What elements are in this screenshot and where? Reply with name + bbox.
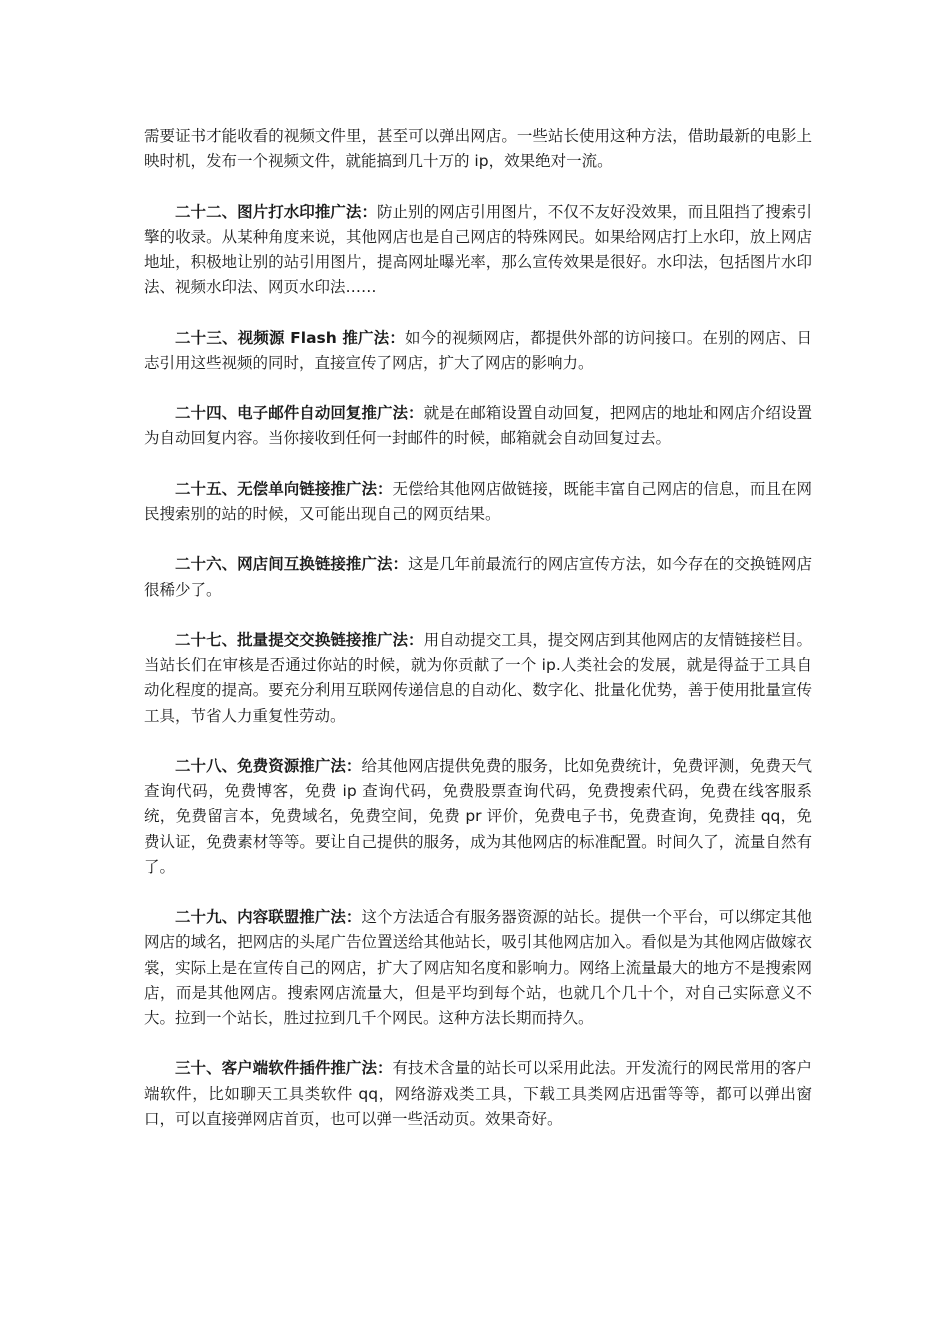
document-page bbox=[144, 124, 812, 1157]
paragraph-text: 这个方法适合有服务器资源的站长。提供一个平台，可以绑定其他网店的域名，把网店的头尾广告位置送给其他站长，吸引其他网店加入。看似是为其他网店做嫁衣裳，实际上是在宣传自己的网店，扩大了网店知名度和影响力。网络上流量最大的地方不是搜索网店，而是其他网店。搜索网店流量大，但是平均到每个站，也就几个几十个，对自己实际意义不大。拉到一个站长，胜过拉到几千个网民。这种方法长期而持久。 bbox=[144, 908, 812, 1027]
paragraph-method-28 bbox=[144, 754, 812, 880]
paragraph-text: 无偿给其他网店做链接，既能丰富自己网店的信息，而且在网民搜索别的站的时候，又可能出现自己的网页结果。 bbox=[144, 479, 812, 523]
paragraph-text: 防止别的网店引用图片，不仅不友好没效果，而且阻挡了搜索引擎的收录。从某种角度来说，其他网店也是自己网店的特殊网民。如果给网店打上水印，放上网店地址，积极地让别的站引用图片，提高网址曝光率，那么宣传效果是很好。水印法，包括图片水印法、视频水印法、网页水印法…… bbox=[144, 202, 812, 297]
paragraph-method-25 bbox=[144, 477, 812, 527]
paragraph-heading: 二十二、图片打水印推广法： bbox=[175, 202, 377, 221]
paragraph-method-23 bbox=[144, 326, 812, 376]
paragraph-text: 需要证书才能收看的视频文件里，甚至可以弹出网店。一些站长使用这种方法，借助最新的电影上映时机，发布一个视频文件，就能搞到几十万的 ip，效果绝对一流。 bbox=[144, 127, 812, 171]
paragraph-method-26 bbox=[144, 552, 812, 602]
paragraph-heading: 三十、客户端软件插件推广法： bbox=[175, 1059, 393, 1078]
paragraph-text: 有技术含量的站长可以采用此法。开发流行的网民常用的客户端软件，比如聊天工具类软件 qq，网络游戏类工具，下载工具类网店迅雷等等，都可以弹出窗口，可以直接弹网店首页，也可以弹一些活动页。效果奇好。 bbox=[144, 1059, 812, 1128]
paragraph-heading: 二十三、视频源 Flash 推广法： bbox=[175, 328, 405, 347]
paragraph-text: 用自动提交工具，提交网店到其他网店的友情链接栏目。当站长们在审核是否通过你站的时候，就为你贡献了一个 ip.人类社会的发展，就是得益于工具自动化程度的提高。要充分利用互联网传递信息的自动化、数字化、批量化优势，善于使用批量宣传工具，节省人力重复性劳动。 bbox=[144, 630, 812, 725]
paragraph-method-22 bbox=[144, 200, 812, 301]
paragraph-text: 这是几年前最流行的网店宣传方法，如今存在的交换链网店很稀少了。 bbox=[144, 555, 812, 599]
paragraph-heading: 二十六、网店间互换链接推广法： bbox=[175, 555, 409, 574]
paragraph-method-27 bbox=[144, 628, 812, 729]
paragraph-text: 如今的视频网店，都提供外部的访问接口。在别的网店、日志引用这些视频的同时，直接宣传了网店，扩大了网店的影响力。 bbox=[144, 328, 812, 372]
paragraph-text: 就是在邮箱设置自动回复，把网店的地址和网店介绍设置为自动回复内容。当你接收到任何一封邮件的时候，邮箱就会自动回复过去。 bbox=[144, 404, 812, 448]
paragraph-method-30 bbox=[144, 1056, 812, 1132]
paragraph-heading: 二十四、电子邮件自动回复推广法： bbox=[175, 404, 424, 423]
paragraph-continuation bbox=[144, 124, 812, 174]
paragraph-heading: 二十五、无偿单向链接推广法： bbox=[175, 479, 393, 498]
paragraph-method-29 bbox=[144, 905, 812, 1031]
paragraph-heading: 二十八、免费资源推广法： bbox=[175, 756, 362, 775]
paragraph-heading: 二十九、内容联盟推广法： bbox=[175, 908, 362, 927]
paragraph-heading: 二十七、批量提交交换链接推广法： bbox=[175, 630, 424, 649]
paragraph-text: 给其他网店提供免费的服务，比如免费统计，免费评测，免费天气查询代码，免费博客，免费 ip 查询代码，免费股票查询代码，免费搜索代码，免费在线客服系统，免费留言本，免费域名，免费空间，免费 pr 评价，免费电子书，免费查询，免费挂 qq，免费认证，免费素材等等。要让自己提供的服务，成为其他网店的标准配置。时间久了，流量自然有了。 bbox=[144, 756, 812, 876]
paragraph-method-24 bbox=[144, 401, 812, 451]
